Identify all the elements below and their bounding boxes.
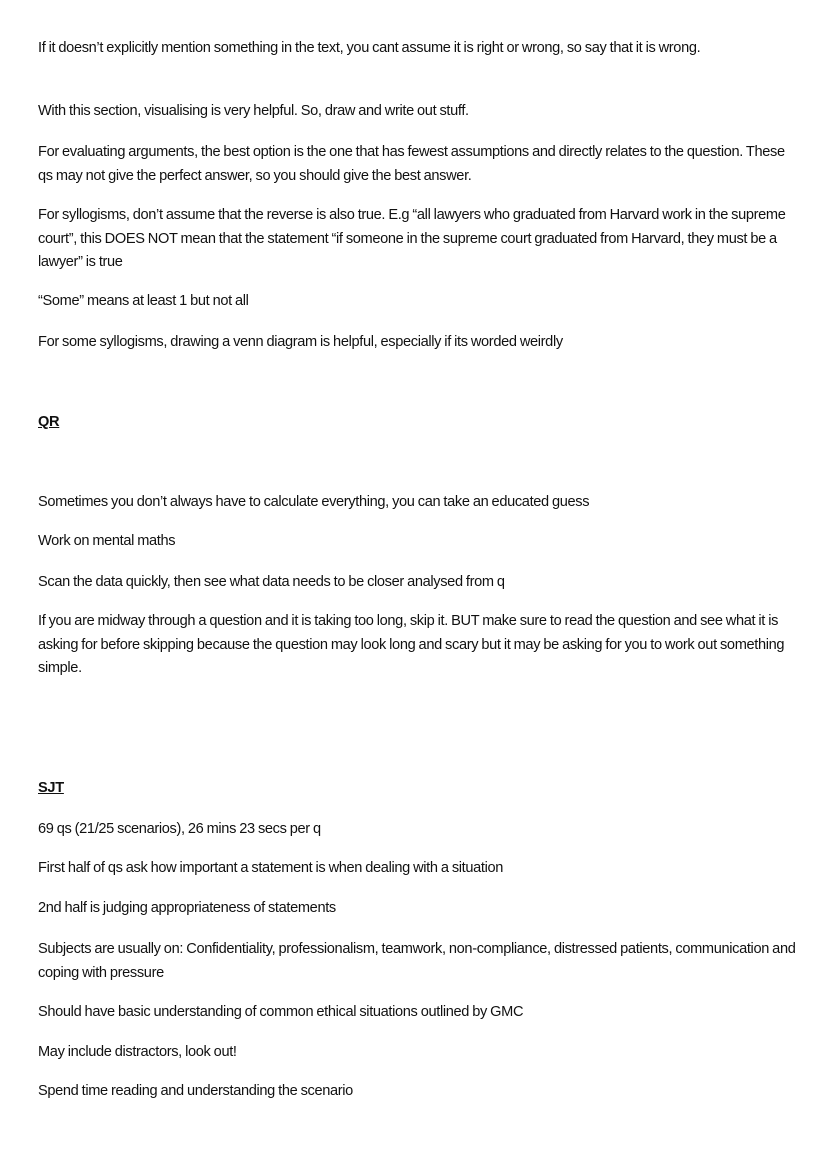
paragraph-evaluating-arguments: For evaluating arguments, the best option is the one that has fewest assumptions and directly relates to the question. These qs may not give the perfect answer, so you should give the best answer.	[38, 144, 785, 184]
paragraph-visualising: With this section, visualising is very helpful. So, draw and write out stuff.	[38, 103, 469, 119]
paragraph-spend-time: Spend time reading and understanding the scenario	[38, 1083, 353, 1099]
paragraph-subjects: Subjects are usually on: Confidentiality, professionalism, teamwork, non-compliance, distressed patients, communication and coping with pressure	[38, 941, 796, 981]
paragraph-skip-question: If you are midway through a question and it is taking too long, skip it. BUT make sure to read the question and see what it is asking for before skipping because the question may look long and scary but it may be asking for you to work out something simple.	[38, 613, 785, 676]
section-heading-sjt: SJT	[38, 780, 64, 796]
paragraph-some-meaning: “Some” means at least 1 but not all	[38, 293, 249, 309]
paragraph-second-half: 2nd half is judging appropriateness of statements	[38, 900, 336, 916]
paragraph-text-assumption: If it doesn’t explicitly mention something in the text, you cant assume it is right or wrong, so say that it is wrong.	[38, 40, 701, 56]
paragraph-venn-diagram: For some syllogisms, drawing a venn diagram is helpful, especially if its worded weirdly	[38, 334, 563, 350]
paragraph-educated-guess: Sometimes you don’t always have to calculate everything, you can take an educated guess	[38, 494, 590, 510]
paragraph-distractors: May include distractors, look out!	[38, 1044, 237, 1060]
paragraph-first-half: First half of qs ask how important a statement is when dealing with a situation	[38, 860, 504, 876]
paragraph-syllogisms-reverse: For syllogisms, don’t assume that the reverse is also true. E.g “all lawyers who graduated from Harvard work in the supreme court”, this DOES NOT mean that the statement “if someone in the supreme court graduated from Harvard, they must be a lawyer” is true	[38, 207, 786, 270]
paragraph-sjt-timing: 69 qs (21/25 scenarios), 26 mins 23 secs per q	[38, 821, 321, 837]
paragraph-gmc: Should have basic understanding of common ethical situations outlined by GMC	[38, 1004, 524, 1020]
paragraph-mental-maths: Work on mental maths	[38, 533, 176, 549]
section-heading-qr: QR	[38, 414, 60, 430]
paragraph-scan-data: Scan the data quickly, then see what data needs to be closer analysed from q	[38, 574, 505, 590]
